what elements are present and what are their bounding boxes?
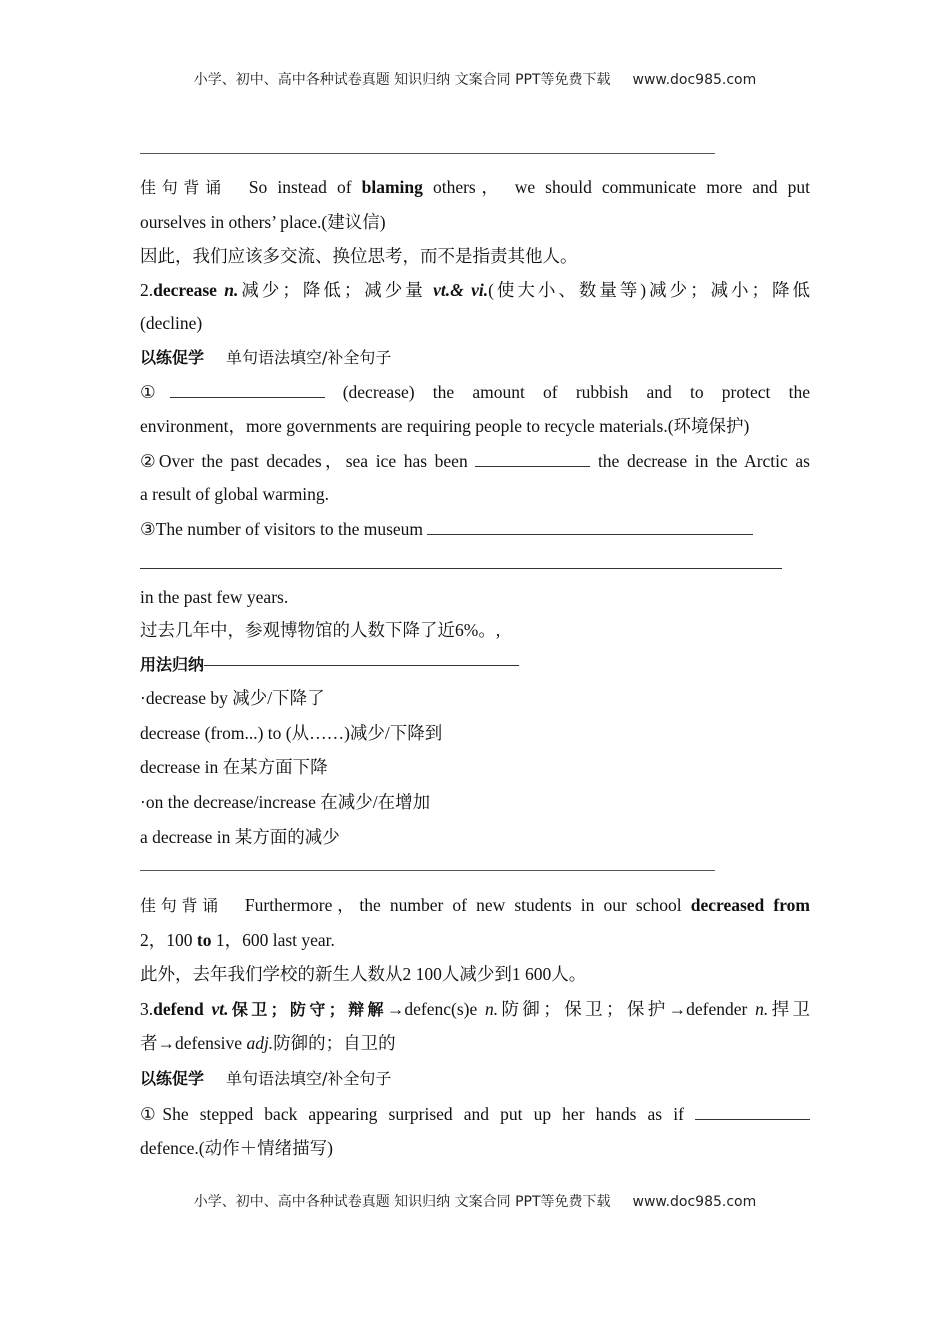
answer-blank[interactable] (170, 381, 325, 398)
question-3-line-2 (140, 552, 810, 574)
text: Furthermore，the number of new students in our school (244, 895, 691, 915)
question-1-line-1 (140, 1103, 810, 1125)
subtitle: 单句语法填空/补全句子 (226, 348, 392, 367)
question-3-line-1 (140, 518, 810, 540)
question-2-line-1 (140, 450, 810, 472)
usage-item: ·on the decrease/increase 在减少/在增加 (140, 792, 431, 812)
headword: decrease (153, 280, 217, 300)
usage-item: decrease in 在某方面下降 (140, 757, 328, 777)
sentence-2-line-1 (140, 894, 810, 916)
text: 1，600 last year. (211, 930, 335, 950)
divider (140, 870, 715, 871)
pos: n. (485, 999, 499, 1019)
dashes: —————————————————— (204, 654, 520, 674)
sentence-1-translation: 因此，我们应该多交流、换位思考，而不是指责其他人。 (140, 246, 578, 266)
question-2-line-2: a result of global warming. (140, 484, 330, 504)
question-1-line-2: environment，more governments are requiring people to recycle materials.(环境保护) (140, 416, 750, 436)
num: 2. (140, 280, 154, 300)
section-label: 佳句背诵 (140, 178, 227, 197)
text: →defenc(s)e (386, 999, 486, 1019)
word-3-heading (140, 998, 810, 1020)
sentence-1-line-1 (140, 176, 810, 198)
sentence-2-line-2 (140, 929, 810, 951)
word-2-synonym: (decline) (140, 313, 203, 333)
subtitle: 单句语法填空/补全句子 (226, 1069, 392, 1088)
word-3-line-2 (140, 1032, 810, 1054)
text: 防御；保卫；保护→defender (498, 999, 756, 1019)
footer-url[interactable]: www.doc985.com (632, 1194, 757, 1210)
practice-heading (140, 1067, 810, 1090)
usage-item: ·decrease by 减少/下降了 (140, 688, 325, 708)
word-2-heading (140, 279, 810, 301)
num: ① (140, 382, 170, 402)
pos: vt. (203, 999, 229, 1019)
text: 2，100 (140, 930, 197, 950)
text: 者→defensive (140, 1033, 247, 1053)
section-label: 用法归纳 (140, 655, 205, 674)
header-text: 小学、初中、高中各种试卷真题 知识归纳 文案合同 PPT等免费下载 (193, 72, 611, 88)
page-footer (0, 1191, 950, 1211)
pos: n. (216, 280, 239, 300)
bold-text: blaming (361, 177, 423, 197)
text: ②Over the past decades，sea ice has been (140, 451, 476, 471)
question-1-line-2: defence.(动作＋情绪描写) (140, 1138, 333, 1158)
sentence-1-line-2: ourselves in others’ place.(建议信) (140, 212, 386, 232)
pos: vt.& vi. (433, 280, 489, 300)
text: the decrease in the Arctic as (590, 451, 810, 471)
text: (decrease) the amount of rubbish and to protect the (324, 382, 810, 402)
meaning: 保卫；防守；辩解 (228, 1000, 387, 1019)
footer-text: 小学、初中、高中各种试卷真题 知识归纳 文案合同 PPT等免费下载 (193, 1194, 611, 1210)
answer-blank[interactable] (427, 518, 753, 535)
pos: n. (755, 999, 769, 1019)
text: 捍卫 (768, 999, 810, 1019)
divider (140, 153, 715, 154)
text: ①She stepped back appearing surprised and put up her hands as if (140, 1104, 695, 1124)
num: 3. (140, 999, 154, 1019)
question-3-line-3: in the past few years. (140, 587, 289, 607)
text: So instead of (248, 177, 362, 197)
text: ③The number of visitors to the museum (140, 519, 428, 539)
usage-item: decrease (from...) to (从……)减少/下降到 (140, 723, 443, 743)
usage-item: a decrease in 某方面的减少 (140, 827, 340, 847)
sentence-2-translation: 此外，去年我们学校的新生人数从2 100人减少到1 600人。 (140, 964, 587, 984)
bold-text: to (196, 930, 212, 950)
meaning: 减少；降低；减少量 (238, 280, 434, 300)
header-url[interactable]: www.doc985.com (632, 72, 757, 88)
usage-heading (140, 653, 810, 676)
answer-blank[interactable] (475, 450, 590, 467)
answer-blank[interactable] (140, 552, 782, 569)
bold-text: decreased from (690, 895, 810, 915)
question-3-translation: 过去几年中，参观博物馆的人数下降了近6%。, (140, 620, 501, 640)
section-label: 佳句背诵 (140, 896, 223, 915)
headword: defend (153, 999, 204, 1019)
meaning: (使大小、数量等)减少；减小；降低 (488, 280, 810, 300)
page-header (0, 69, 950, 89)
pos: adj. (246, 1033, 274, 1053)
text: 防御的；自卫的 (273, 1033, 396, 1053)
answer-blank[interactable] (695, 1103, 810, 1120)
question-1-line-1 (140, 381, 810, 403)
section-label: 以练促学 (140, 1069, 205, 1088)
text: others， we should communicate more and put (422, 177, 810, 197)
section-label: 以练促学 (140, 348, 205, 367)
practice-heading (140, 346, 810, 369)
